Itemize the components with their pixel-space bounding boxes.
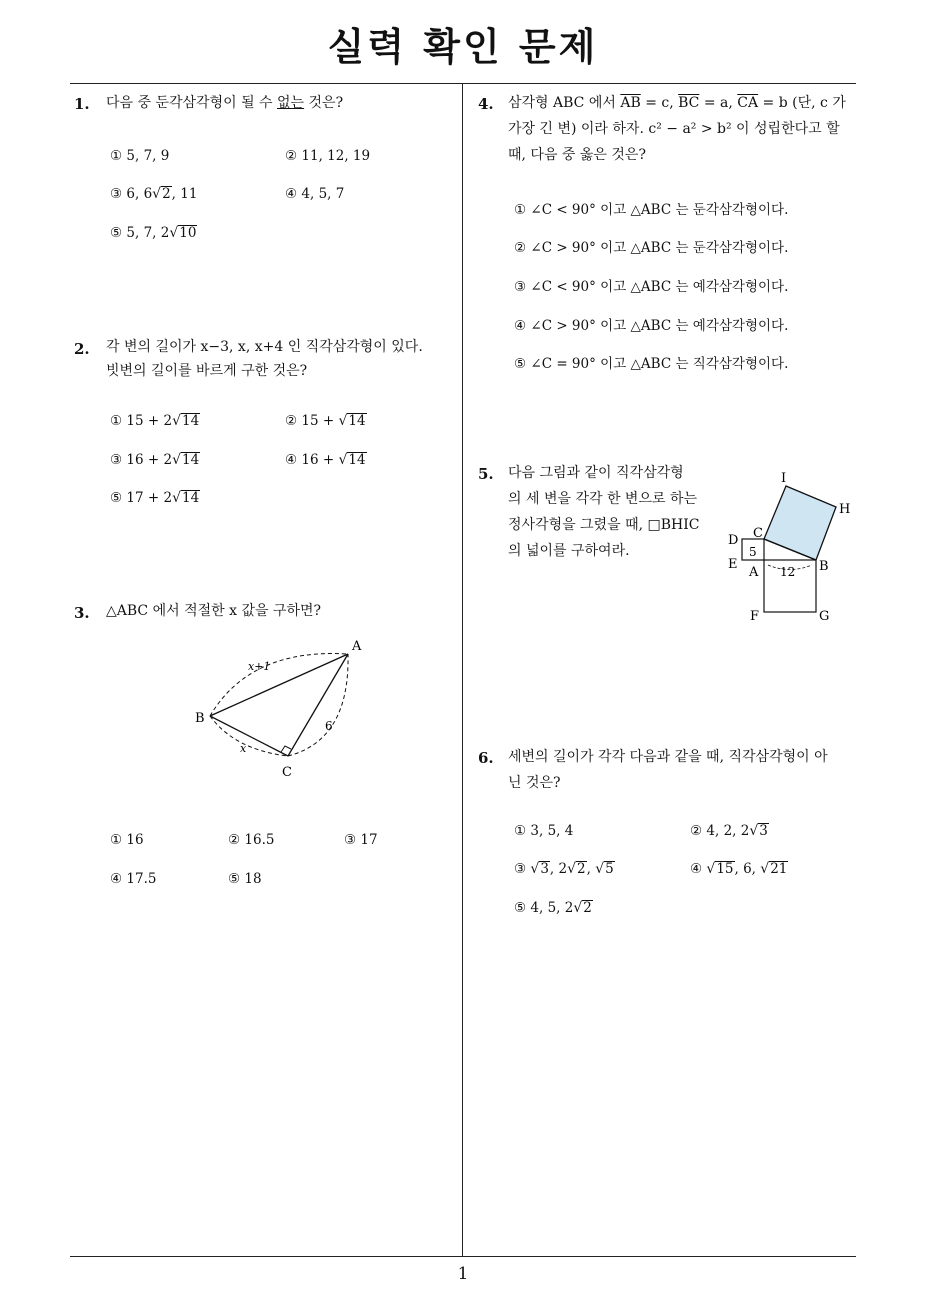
option-5[interactable]: ⑤ 4, 5, 2√2 [514, 900, 592, 916]
label-a: A [352, 639, 362, 654]
option-4[interactable]: ④ 17.5 [110, 871, 157, 887]
question-text-line-1: 세변의 길이가 각각 다음과 같을 때, 직각삼각형이 아 [508, 749, 828, 765]
option-4[interactable]: ④ 4, 5, 7 [285, 186, 345, 202]
option-3[interactable]: ③ √3, 2√2, √5 [514, 861, 614, 877]
underlined-word: 없는 [277, 95, 305, 111]
option-3[interactable]: ③ ∠C < 90° 이고 △ABC 는 예각삼각형이다. [514, 279, 789, 295]
label-6: 6 [325, 719, 333, 733]
option-1[interactable]: ① 3, 5, 4 [514, 823, 574, 839]
label-b: B [819, 559, 829, 574]
question-text-line-2: 닌 것은? [508, 775, 561, 791]
label-b: B [195, 711, 205, 726]
question-text-line-2: 빗변의 길이를 바르게 구한 것은? [106, 363, 308, 379]
option-2[interactable]: ② 15 + √14 [285, 413, 366, 429]
question-text-line-1: 삼각형 ABC 에서 $\overline{AB} = c$, $\overline{BC} = a$, $\overline{CA} = b$ (단, c 가 [508, 95, 846, 111]
label-c: C [753, 526, 763, 541]
question-number: 5. [478, 465, 494, 483]
label-g: G [819, 609, 830, 624]
option-1[interactable]: ① 16 [110, 832, 144, 848]
label-d: D [728, 533, 739, 548]
question-text-line-3: 때, 다음 중 옳은 것은? [508, 147, 646, 163]
bottom-rule [70, 1256, 856, 1257]
option-1[interactable]: ① 15 + 2√14 [110, 413, 200, 429]
option-2[interactable]: ② ∠C > 90° 이고 △ABC 는 둔각삼각형이다. [514, 240, 789, 256]
option-1[interactable]: ① 5, 7, 9 [110, 148, 170, 164]
label-x-plus-1: x+1 [248, 660, 271, 673]
label-c: C [282, 765, 292, 780]
option-3[interactable]: ③ 6, 6√2, 11 [110, 186, 198, 202]
question-number: 4. [478, 95, 494, 113]
option-4[interactable]: ④ ∠C > 90° 이고 △ABC 는 예각삼각형이다. [514, 318, 789, 334]
option-3[interactable]: ③ 16 + 2√14 [110, 452, 200, 468]
pythagoras-squares-figure [722, 462, 862, 632]
page-title: 실력 확인 문제 [327, 25, 599, 69]
option-5[interactable]: ⑤ 17 + 2√14 [110, 490, 200, 506]
question-text: 다음 중 둔각삼각형이 될 수 없는 것은? [106, 95, 344, 111]
option-1[interactable]: ① ∠C < 90° 이고 △ABC 는 둔각삼각형이다. [514, 202, 789, 218]
question-text-line-2: 의 세 변을 각각 한 변으로 하는 [508, 491, 697, 507]
label-x: x [240, 742, 247, 755]
option-5[interactable]: ⑤ ∠C = 90° 이고 △ABC 는 직각삼각형이다. [514, 356, 789, 372]
question-number: 3. [74, 604, 90, 622]
question-text-line-3: 정사각형을 그렸을 때, □BHIC [508, 517, 700, 533]
question-text: △ABC 에서 적절한 x 값을 구하면? [106, 603, 322, 619]
option-2[interactable]: ② 11, 12, 19 [285, 148, 371, 164]
page-number: 1 [457, 1264, 469, 1284]
side-ca [288, 654, 348, 756]
option-3[interactable]: ③ 17 [344, 832, 378, 848]
question-text-line-1: 다음 그림과 같이 직각삼각형 [508, 465, 684, 481]
question-number: 6. [478, 749, 494, 767]
label-i: I [781, 471, 787, 486]
side-bc [210, 716, 288, 756]
option-2[interactable]: ② 4, 2, 2√3 [690, 823, 768, 839]
label-5: 5 [749, 545, 757, 559]
triangle-figure [180, 630, 380, 790]
label-f: F [750, 609, 760, 624]
option-5[interactable]: ⑤ 18 [228, 871, 262, 887]
question-number: 1. [74, 95, 90, 113]
question-text-line-1: 각 변의 길이가 x−3, x, x+4 인 직각삼각형이 있다. [106, 339, 423, 355]
side-ab [210, 654, 348, 716]
column-divider [462, 84, 463, 1256]
square-bhic [764, 486, 836, 560]
right-angle-mark [281, 746, 291, 752]
option-2[interactable]: ② 16.5 [228, 832, 275, 848]
option-4[interactable]: ④ √15, 6, √21 [690, 861, 788, 877]
label-12: 12 [780, 565, 796, 579]
question-number: 2. [74, 340, 90, 358]
label-e: E [728, 557, 738, 572]
question-text-line-4: 의 넓이를 구하여라. [508, 543, 630, 559]
option-4[interactable]: ④ 16 + √14 [285, 452, 366, 468]
label-h: H [839, 502, 851, 517]
option-5[interactable]: ⑤ 5, 7, 2√10 [110, 225, 197, 241]
label-a: A [749, 565, 759, 580]
question-text-line-2: 가장 긴 변) 이라 하자. c² − a² > b² 이 성립한다고 할 [508, 121, 840, 137]
top-rule [70, 83, 856, 84]
